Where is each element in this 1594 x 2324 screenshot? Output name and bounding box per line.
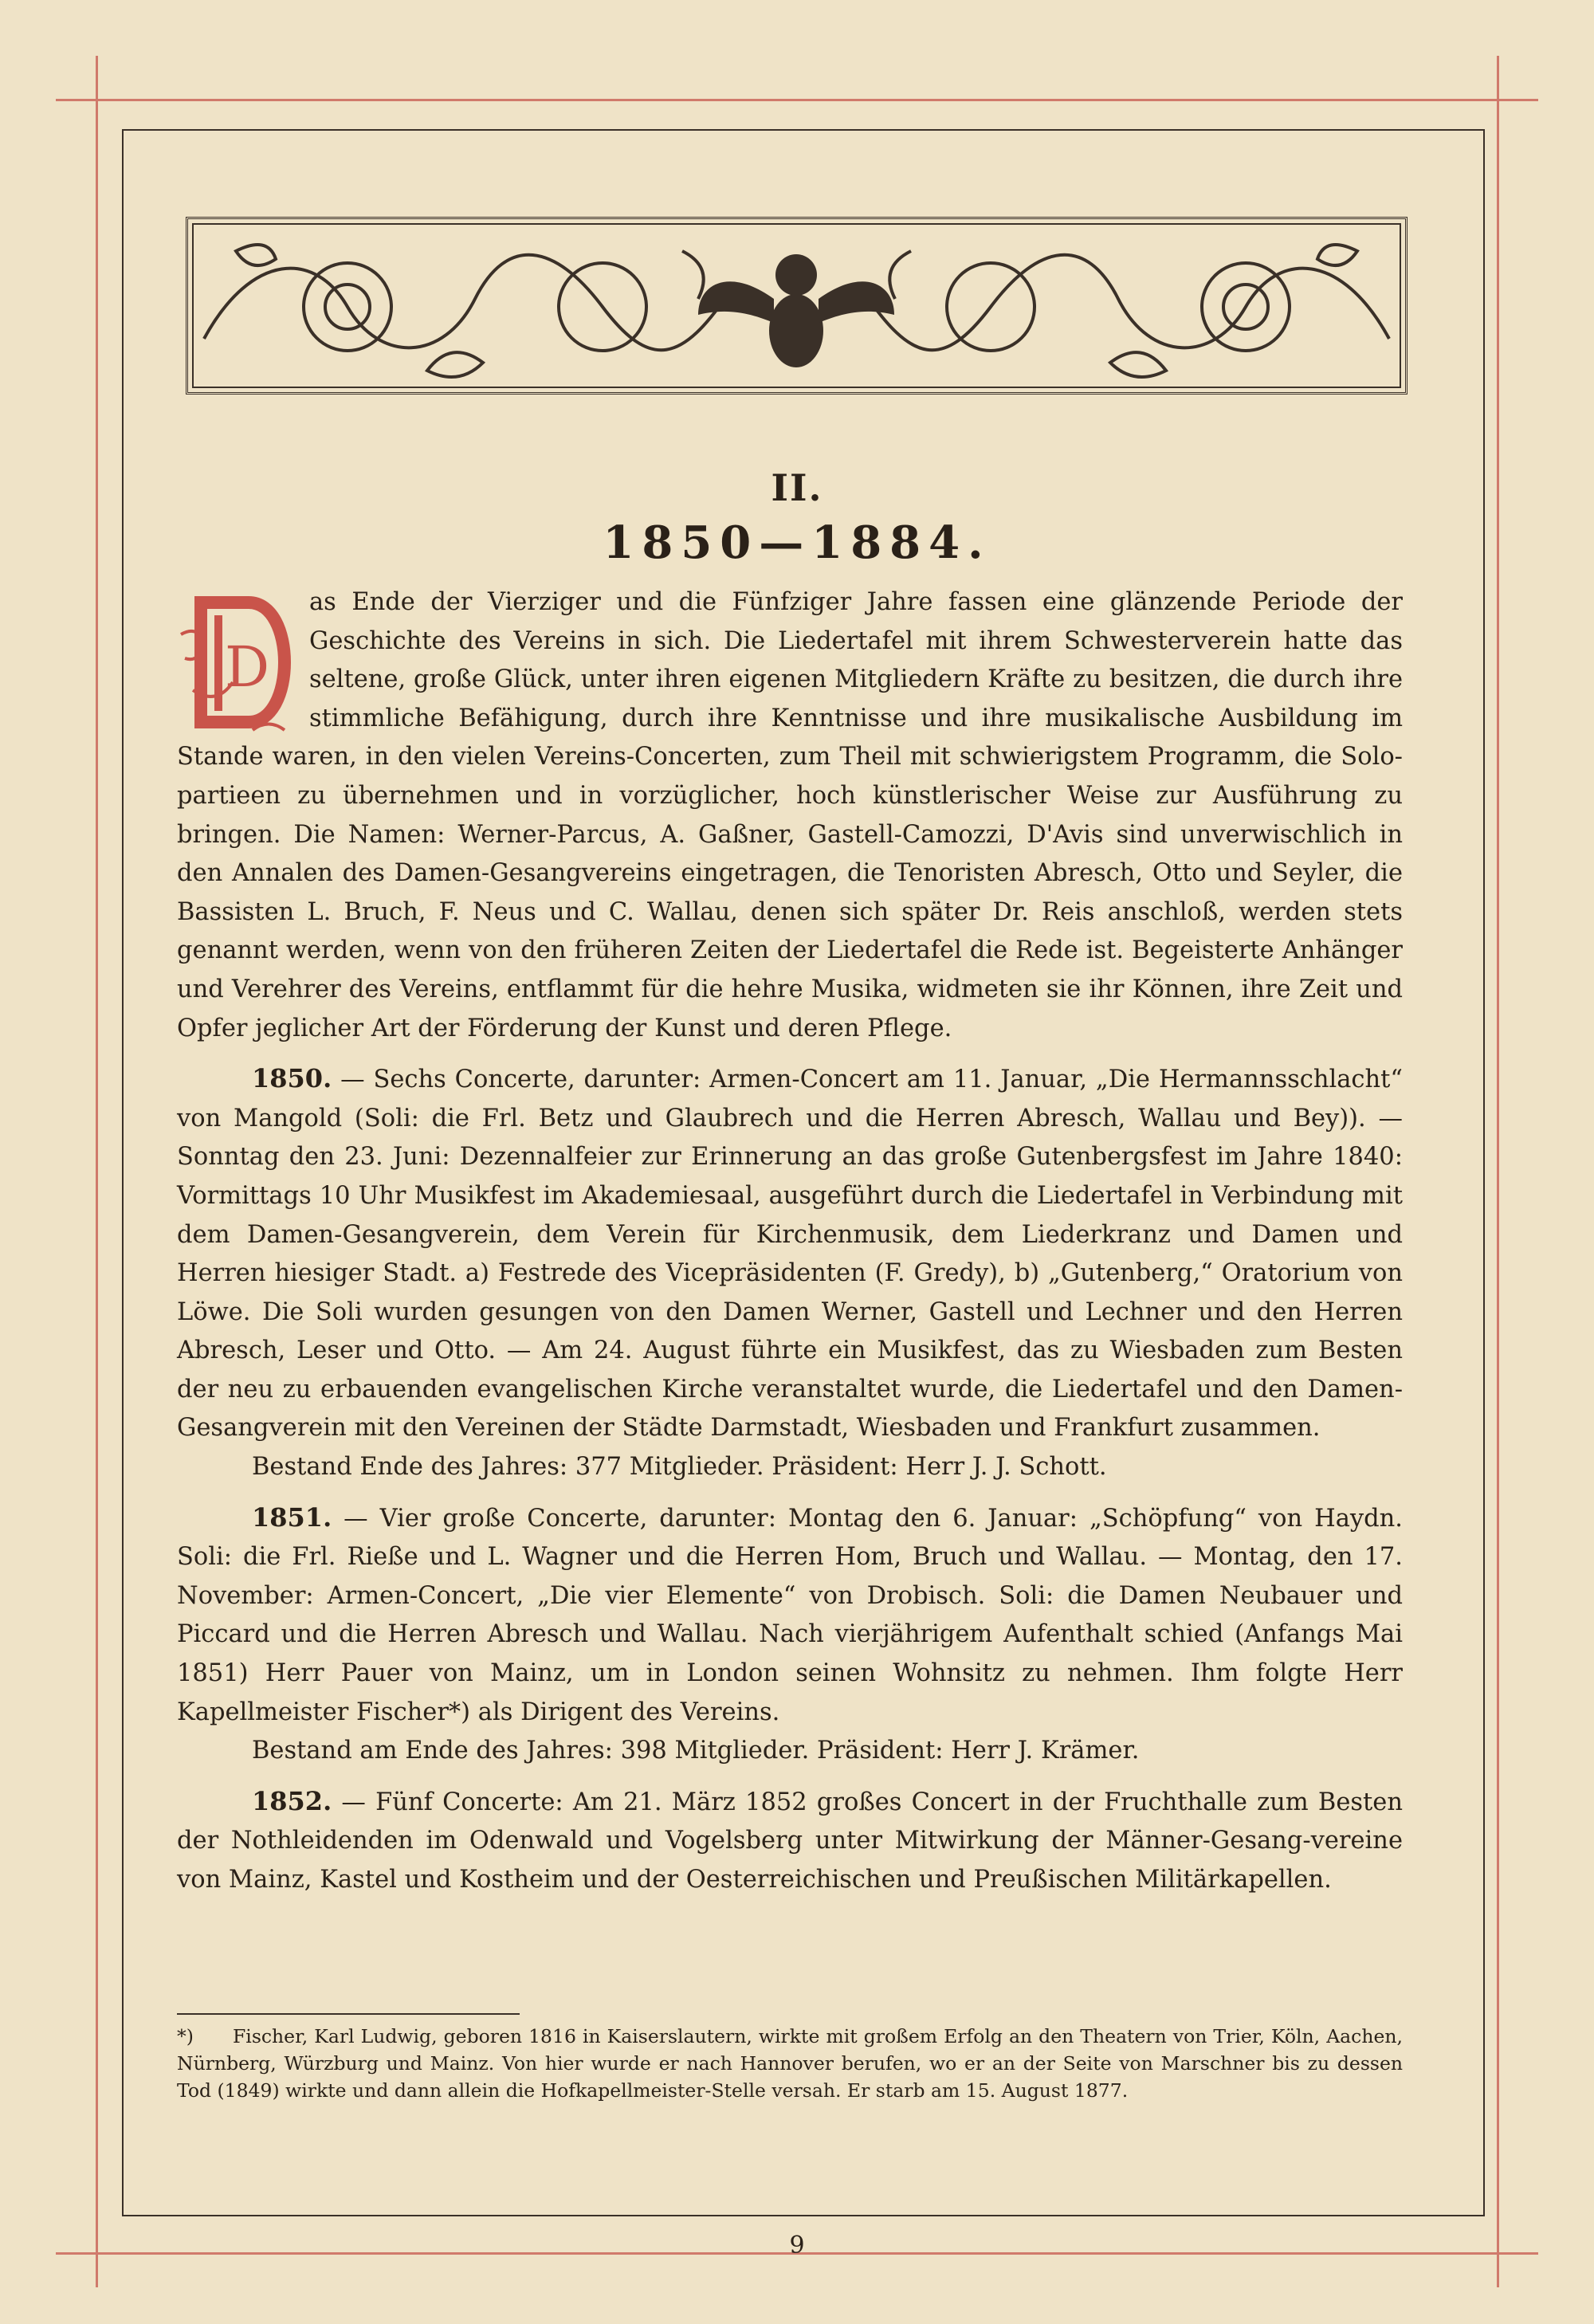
ornament-scroll-icon	[188, 219, 1405, 392]
entry-1850-bestand: Bestand Ende des Jahres: 377 Mitglieder. Präsident: Herr J. J. Schott.	[252, 1453, 1107, 1482]
entry-year: 1851.	[252, 1502, 332, 1533]
chapter-number: II.	[771, 466, 823, 509]
intro-text: as Ende der Vierziger und die Fünfziger Jahre fassen eine glänzende Periode der Geschichte des Vereins in sich. Die Liedertafel mit ihrem Schwesterverein hatte das seltene, große Glück, unter ihren eigenen Mitgliedern Kräfte zu besitzen, die durch ihre stimmliche Befähigung, durch ihre Kenntnisse und ihre musikalische Ausbildung im Stande waren, in den vielen Vereins-Concerten, zum Theil mit schwierigstem Programm, die Solo-partieen zu übernehmen und in vorzüglicher, hoch künstlerischer Weise zur Ausführung zu bringen. Die Namen: Werner-Parcus, A. Gaßner, Gastell-Camozzi, D'Avis sind unverwischlich in den Annalen des Damen-Gesangvereins eingetragen, die Tenoristen Abresch, Otto und Seyler, die Bassisten L. Bruch, F. Neus und C. Wallau, denen sich später Dr. Reis anschloß, werden stets genannt werden, wenn von den früheren Zeiten der Liedertafel die Rede ist. Begeisterte Anhänger und Verehrer des Vereins, entflammt für die hehre Musika, widmeten sie ihr Können, ihre Zeit und Opfer jeglicher Art der Förderung der Kunst und deren Pflege.	[177, 588, 1403, 1042]
dropcap-d-icon	[177, 587, 296, 738]
chapter-body	[177, 583, 1403, 1900]
entry-text: — Fünf Concerte: Am 21. März 1852 großes Concert in der Fruchthalle zum Besten der Nothleidenden im Odenwald und Vogelsberg unter Mitwirkung der Männer-Gesang-vereine von Mainz, Kastel und Kostheim und der Oesterreichischen und Preußischen Militärkapellen.	[177, 1788, 1403, 1894]
entry-1851	[177, 1498, 1403, 1733]
footnote-text: Fischer, Karl Ludwig, geboren 1816 in Kaiserslautern, wirkte mit großem Erfolg an den Theatern von Trier, Köln, Aachen, Nürnberg, Würzburg und Mainz. Von hier wurde er nach Hannover berufen, wo er an der Seite von Marschner bis zu dessen Tod (1849) wirkte und dann allein die Hofkapellmeister-Stelle versah. Er starb am 15. August 1877.	[177, 2025, 1403, 2102]
page-number: 9	[789, 2232, 805, 2259]
dropcap	[177, 587, 296, 738]
entry-text: — Vier große Concerte, darunter: Montag den 6. Januar: „Schöpfung“ von Haydn. Soli: die Frl. Rieße und L. Wagner und die Herren Hom, Bruch und Wallau. — Montag, den 17. November: Armen-Concert, „Die vier Elemente“ von Drobisch. Soli: die Damen Neubauer und Piccard und die Herren Abresch und Wallau. Nach vierjährigem Aufenthalt schied (Anfangs Mai 1851) Herr Pauer von Mainz, um in London seinen Wohnsitz zu nehmen. Ihm folgte Herr Kapellmeister Fischer*) als Dirigent des Vereins.	[177, 1504, 1403, 1726]
entry-1852	[177, 1782, 1403, 1900]
entry-text: — Sechs Concerte, darunter: Armen-Concert am 11. Januar, „Die Hermannsschlacht“ von Mangold (Soli: die Frl. Betz und Glaubrech und die Herren Abresch, Wallau und Bey)). — Sonntag den 23. Juni: Dezennalfeier zur Erinnerung an das große Gutenbergsfest im Jahre 1840: Vormittags 10 Uhr Musikfest im Akademiesaal, ausgeführt durch die Liedertafel in Verbindung mit dem Damen-Gesangverein, dem Verein für Kirchenmusik, dem Liederkranz und Damen und Herren hiesiger Stadt. a) Festrede des Vicepräsidenten (F. Gredy), b) „Gutenberg,“ Oratorium von Löwe. Die Soli wurden gesungen von den Damen Werner, Gastell und Lechner und den Herren Abresch, Leser und Otto. — Am 24. August führte ein Musikfest, das zu Wiesbaden zum Besten der neu zu erbauenden evangelischen Kirche veranstaltet wurde, die Liedertafel und den Damen-Gesangverein mit den Vereinen der Städte Darmstadt, Wiesbaden und Frankfurt zusammen.	[177, 1066, 1403, 1443]
footnote-mark: *)	[177, 2025, 194, 2047]
chapter-years: 1850—1884.	[603, 516, 991, 569]
footnote-divider	[177, 2013, 520, 2015]
red-rule-left	[96, 56, 98, 2287]
dropcap-letter: D	[225, 634, 270, 700]
ornament-headpiece	[186, 217, 1408, 395]
entry-1851-bestand: Bestand am Ende des Jahres: 398 Mitglieder. Präsident: Herr J. Krämer.	[252, 1737, 1140, 1765]
entry-1850	[177, 1059, 1403, 1448]
entry-year: 1852.	[252, 1785, 332, 1816]
footnote	[177, 2023, 1403, 2104]
red-rule-right	[1497, 56, 1499, 2287]
intro-paragraph	[177, 583, 1403, 1048]
entry-year: 1850.	[252, 1063, 332, 1094]
red-rule-top	[56, 99, 1538, 101]
